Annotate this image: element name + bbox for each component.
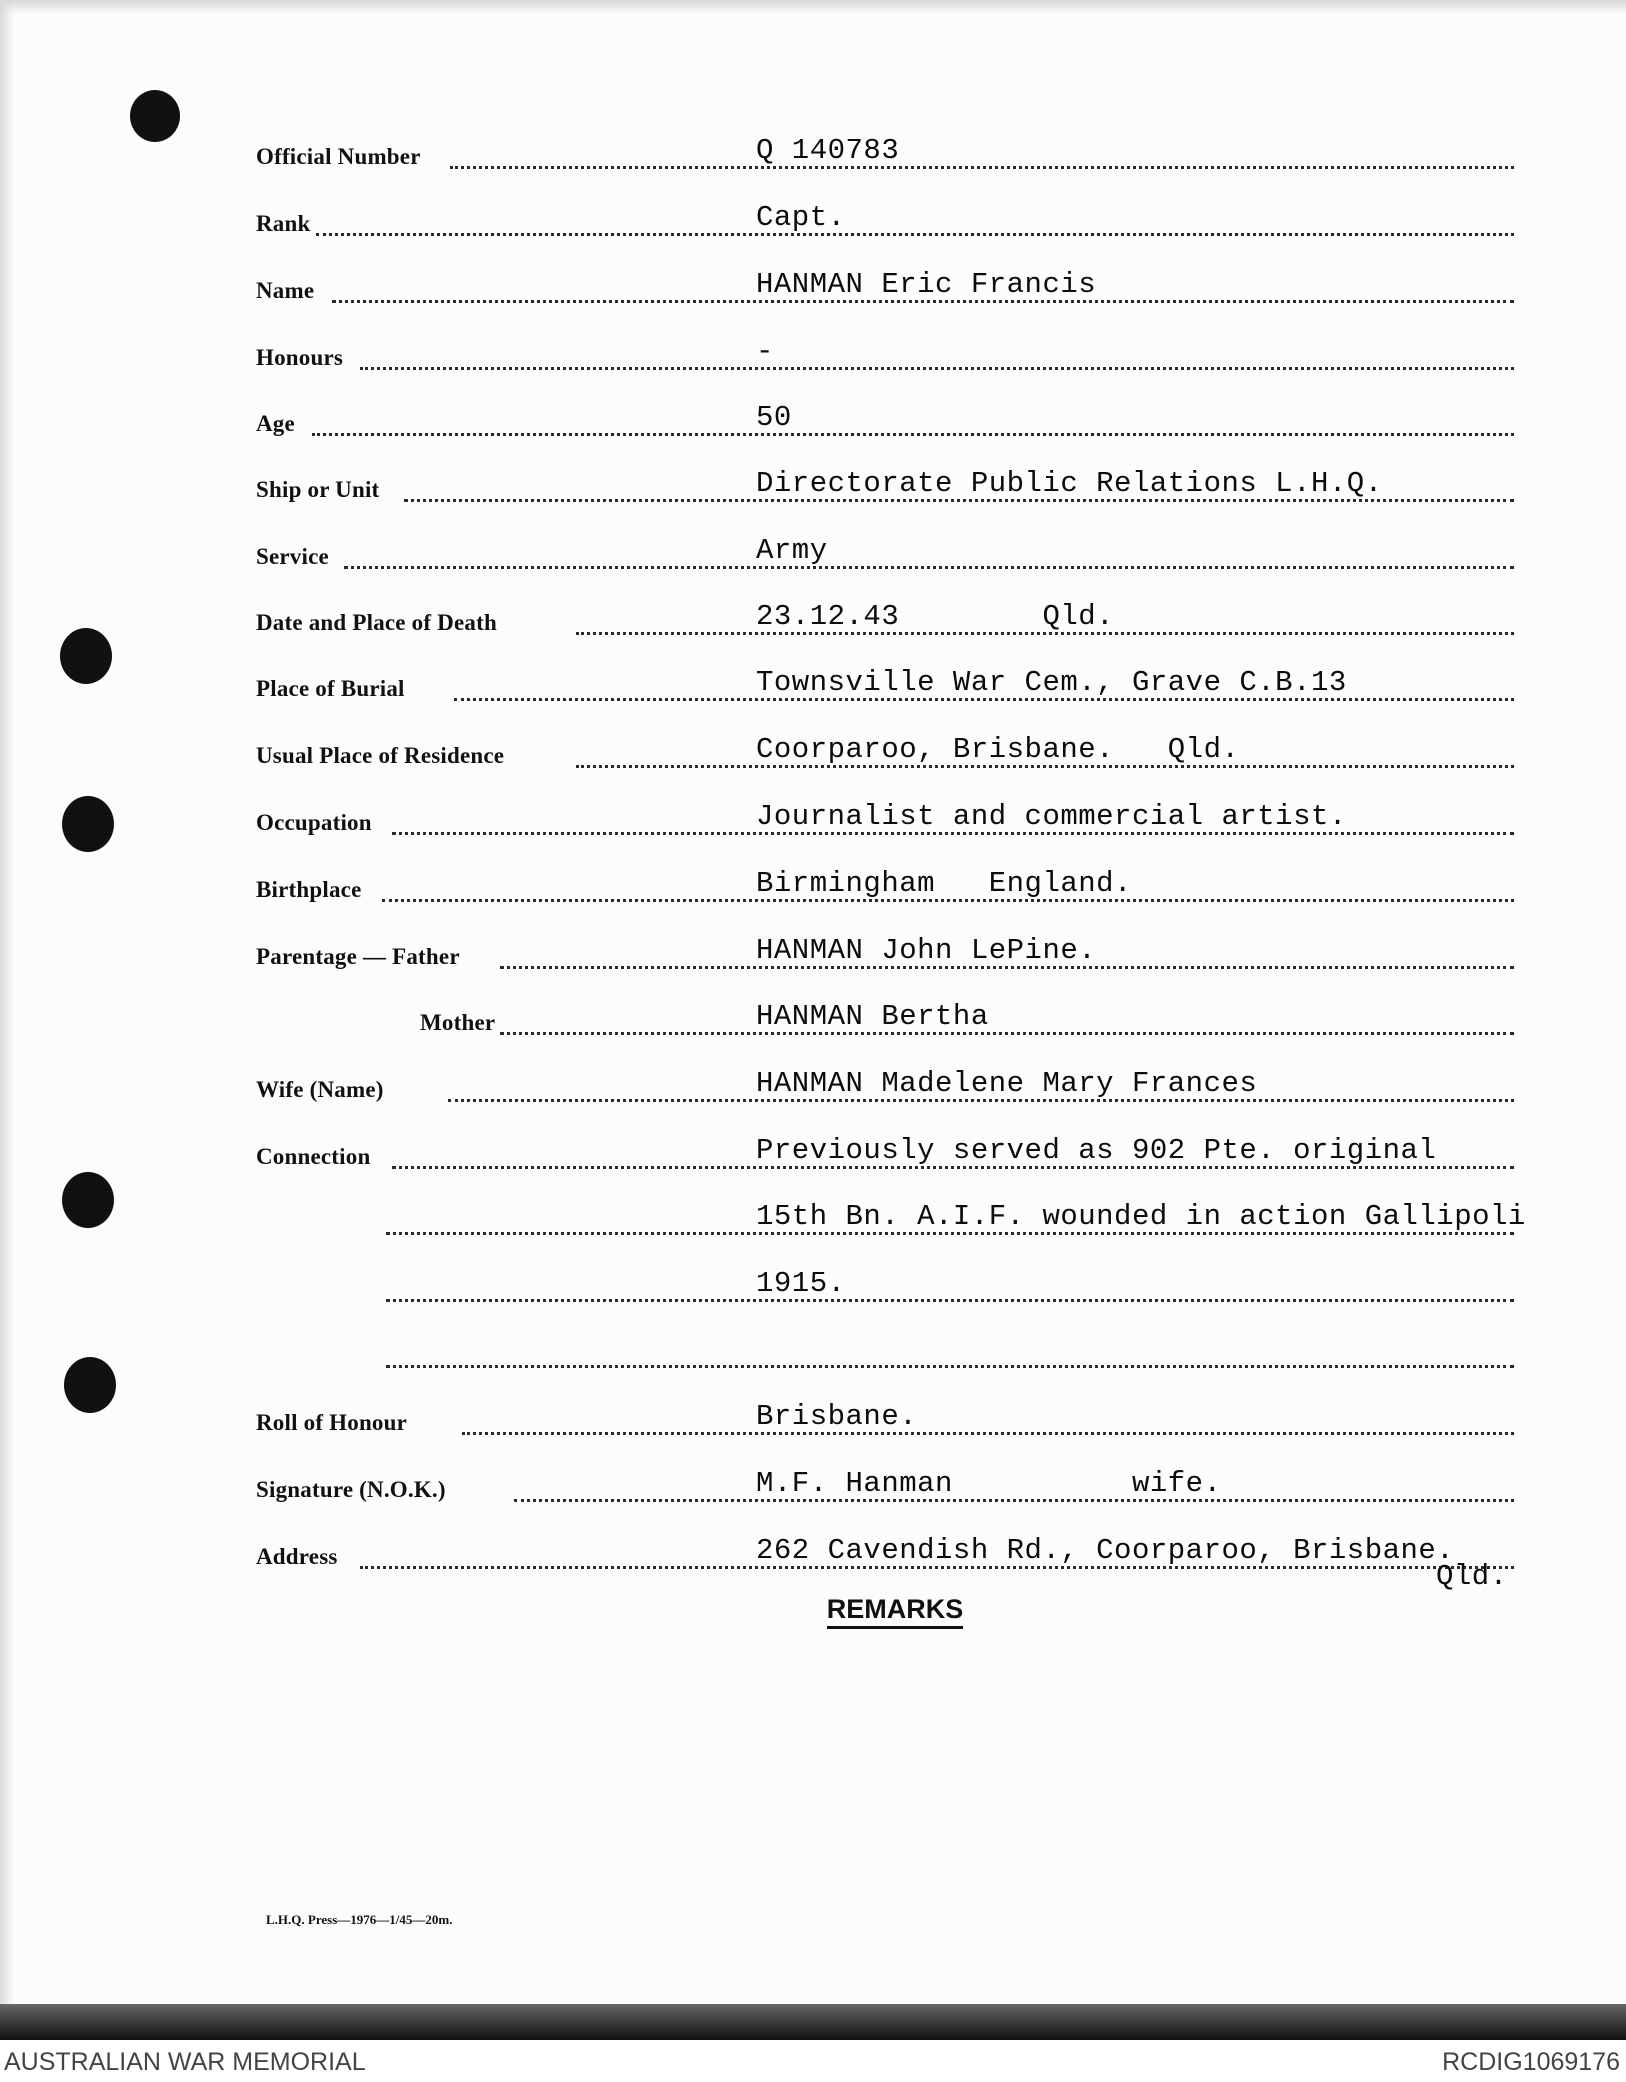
dotted-line bbox=[386, 1365, 1514, 1368]
field-value: 262 Cavendish Rd., Coorparoo, Brisbane. bbox=[756, 1534, 1455, 1567]
print-reference: L.H.Q. Press—1976—1/45—20m. bbox=[266, 1912, 453, 1927]
archive-footer bbox=[0, 2040, 1626, 2082]
field-wife bbox=[0, 1067, 1626, 1111]
field-value-continued: Qld. bbox=[1436, 1560, 1508, 1593]
field-label: Age bbox=[256, 411, 295, 436]
field-value: Brisbane. bbox=[756, 1400, 918, 1433]
field-label: Mother bbox=[420, 1010, 496, 1035]
field-label: Usual Place of Residence bbox=[256, 743, 505, 768]
remarks-heading bbox=[0, 1594, 1626, 1625]
dotted-line bbox=[344, 566, 1514, 569]
dotted-line bbox=[360, 367, 1514, 370]
field-value: 15th Bn. A.I.F. wounded in action Gallipoli bbox=[756, 1200, 1526, 1233]
field-value: M.F. Hanman wife. bbox=[756, 1467, 1222, 1500]
field-label: Place of Burial bbox=[256, 676, 405, 701]
remarks-heading-text: REMARKS bbox=[827, 1594, 964, 1629]
field-value: Army bbox=[756, 534, 828, 567]
dotted-line bbox=[500, 1032, 1514, 1035]
field-parentage-father bbox=[0, 934, 1626, 978]
field-value: 1915. bbox=[756, 1267, 846, 1300]
field-label: Wife (Name) bbox=[256, 1077, 384, 1102]
field-value: HANMAN John LePine. bbox=[756, 934, 1097, 967]
field-label: Honours bbox=[256, 345, 344, 370]
field-value: 23.12.43 Qld. bbox=[756, 600, 1115, 633]
field-occupation bbox=[0, 800, 1626, 844]
field-rank bbox=[0, 201, 1626, 245]
field-label: Official Number bbox=[256, 144, 421, 169]
scan-edge-bottom bbox=[0, 2004, 1626, 2040]
field-label: Occupation bbox=[256, 810, 372, 835]
field-connection-line-3 bbox=[0, 1267, 1626, 1311]
field-value: Previously served as 902 Pte. original bbox=[756, 1134, 1437, 1167]
field-value: Birmingham England. bbox=[756, 867, 1132, 900]
footer-record-id: RCDIG1069176 bbox=[1442, 2048, 1620, 2076]
field-value: Coorparoo, Brisbane. Qld. bbox=[756, 733, 1240, 766]
field-value: HANMAN Bertha bbox=[756, 1000, 989, 1033]
field-place-of-burial bbox=[0, 666, 1626, 710]
field-official-number bbox=[0, 134, 1626, 178]
field-signature-nok bbox=[0, 1467, 1626, 1511]
field-value: Directorate Public Relations L.H.Q. bbox=[756, 467, 1383, 500]
dotted-line bbox=[316, 233, 1514, 236]
field-label: Parentage — Father bbox=[256, 944, 460, 969]
field-service bbox=[0, 534, 1626, 578]
field-value: Townsville War Cem., Grave C.B.13 bbox=[756, 666, 1347, 699]
field-usual-residence bbox=[0, 733, 1626, 777]
field-value: - bbox=[756, 335, 774, 368]
field-label: Birthplace bbox=[256, 877, 362, 902]
field-name bbox=[0, 268, 1626, 312]
field-label: Roll of Honour bbox=[256, 1410, 408, 1435]
field-connection bbox=[0, 1134, 1626, 1178]
dotted-line bbox=[312, 433, 1514, 436]
field-label: Name bbox=[256, 278, 315, 303]
footer-institution: AUSTRALIAN WAR MEMORIAL bbox=[4, 2048, 366, 2076]
field-label: Signature (N.O.K.) bbox=[256, 1477, 446, 1502]
field-value: Journalist and commercial artist. bbox=[756, 800, 1347, 833]
dotted-line bbox=[450, 166, 1514, 169]
dotted-line bbox=[386, 1299, 1514, 1302]
field-label: Ship or Unit bbox=[256, 477, 380, 502]
field-value: 50 bbox=[756, 401, 792, 434]
field-value: HANMAN Eric Francis bbox=[756, 268, 1097, 301]
field-roll-of-honour bbox=[0, 1400, 1626, 1444]
field-mother bbox=[0, 1000, 1626, 1044]
field-value: Q 140783 bbox=[756, 134, 900, 167]
field-label: Address bbox=[256, 1544, 338, 1569]
field-honours bbox=[0, 335, 1626, 379]
field-label: Connection bbox=[256, 1144, 371, 1169]
field-value: HANMAN Madelene Mary Frances bbox=[756, 1067, 1258, 1100]
field-address bbox=[0, 1534, 1626, 1593]
field-label: Rank bbox=[256, 211, 311, 236]
field-value: Capt. bbox=[756, 201, 846, 234]
field-connection-line-4 bbox=[0, 1333, 1626, 1377]
field-birthplace bbox=[0, 867, 1626, 911]
field-age bbox=[0, 401, 1626, 445]
field-connection-line-2 bbox=[0, 1200, 1626, 1244]
field-ship-or-unit bbox=[0, 467, 1626, 511]
field-label: Date and Place of Death bbox=[256, 610, 497, 635]
scan-edge-top bbox=[0, 0, 1626, 14]
dotted-line bbox=[462, 1432, 1514, 1435]
field-date-place-of-death bbox=[0, 600, 1626, 644]
field-label: Service bbox=[256, 544, 329, 569]
